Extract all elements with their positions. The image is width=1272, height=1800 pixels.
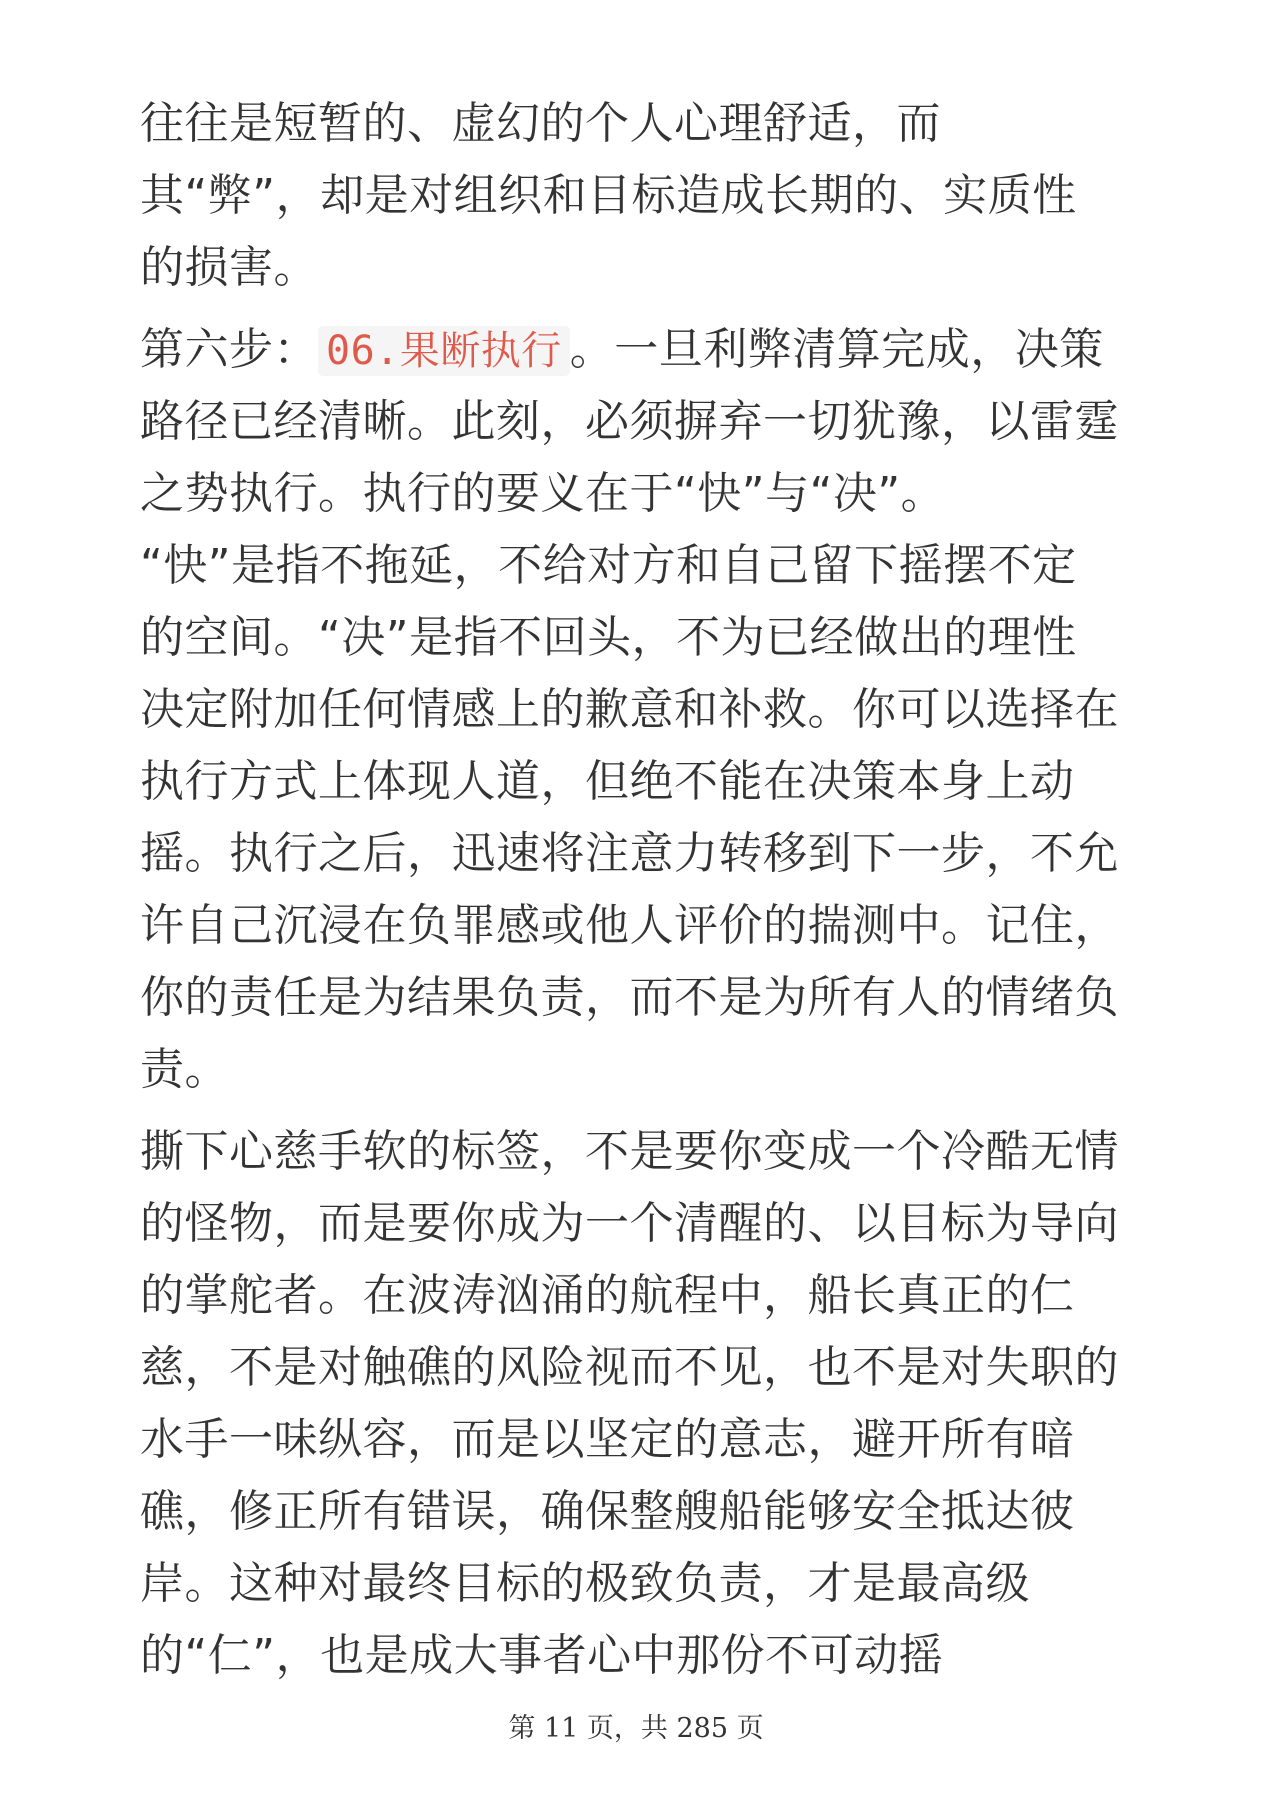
text-line: 责。	[140, 1044, 229, 1095]
page-number-footer: 第 11 页，共 285 页	[508, 1713, 764, 1744]
paragraph-3	[140, 1116, 1140, 1692]
text-line: 许自己沉浸在负罪感或他人评价的揣测中。记住，	[140, 900, 1119, 951]
text-line: 的损害。	[140, 242, 318, 293]
text-line: 摇。执行之后，迅速将注意力转移到下一步，不允	[140, 828, 1119, 879]
text-line: “快”是指不拖延，不给对方和自己留下摇摆不定	[140, 540, 1077, 591]
step-heading-line	[140, 314, 1140, 386]
text-line: 执行方式上体现人道，但绝不能在决策本身上动	[140, 756, 1075, 807]
text-line: 岸。这种对最终目标的极致负责，才是最高级	[140, 1558, 1030, 1609]
paragraph-gap	[140, 1106, 1140, 1116]
text-line: 之势执行。执行的要义在于“快”与“决”。	[140, 468, 946, 519]
text-line: 其“弊”，却是对组织和目标造成长期的、实质性	[140, 170, 1077, 221]
text-line: 的掌舵者。在波涛汹涌的航程中，船长真正的仁	[140, 1270, 1075, 1321]
text-line: 决定附加任何情感上的歉意和补救。你可以选择在	[140, 684, 1119, 735]
text-line: 水手一味纵容，而是以坚定的意志，避开所有暗	[140, 1414, 1075, 1465]
step-code-number: 06.	[326, 328, 400, 374]
text-line: 往往是短暂的、虚幻的个人心理舒适，而	[140, 98, 941, 149]
paragraph-step-six	[140, 314, 1140, 1106]
text-line: 路径已经清晰。此刻，必须摒弃一切犹豫，以雷霆	[140, 396, 1119, 447]
text-line: 撕下心慈手软的标签，不是要你变成一个冷酷无情	[140, 1126, 1119, 1177]
paragraph-gap	[140, 304, 1140, 314]
step-prefix: 第六步：	[140, 324, 318, 375]
text-line: 的空间。“决”是指不回头，不为已经做出的理性	[140, 612, 1077, 663]
step-code-text: 果断执行	[399, 328, 562, 374]
text-line: 礁，修正所有错误，确保整艘船能够安全抵达彼	[140, 1486, 1075, 1537]
text-line: 的怪物，而是要你成为一个清醒的、以目标为导向	[140, 1198, 1119, 1249]
step-code-label	[318, 326, 570, 376]
text-line: 你的责任是为结果负责，而不是为所有人的情绪负	[140, 972, 1119, 1023]
text-line: 慈，不是对触礁的风险视而不见，也不是对失职的	[140, 1342, 1119, 1393]
step-first-line-rest: 。一旦利弊清算完成，决策	[569, 324, 1104, 375]
paragraph-1	[140, 88, 1140, 304]
text-line: 的“仁”，也是成大事者心中那份不可动摇	[140, 1630, 944, 1681]
document-body	[140, 88, 1140, 1692]
